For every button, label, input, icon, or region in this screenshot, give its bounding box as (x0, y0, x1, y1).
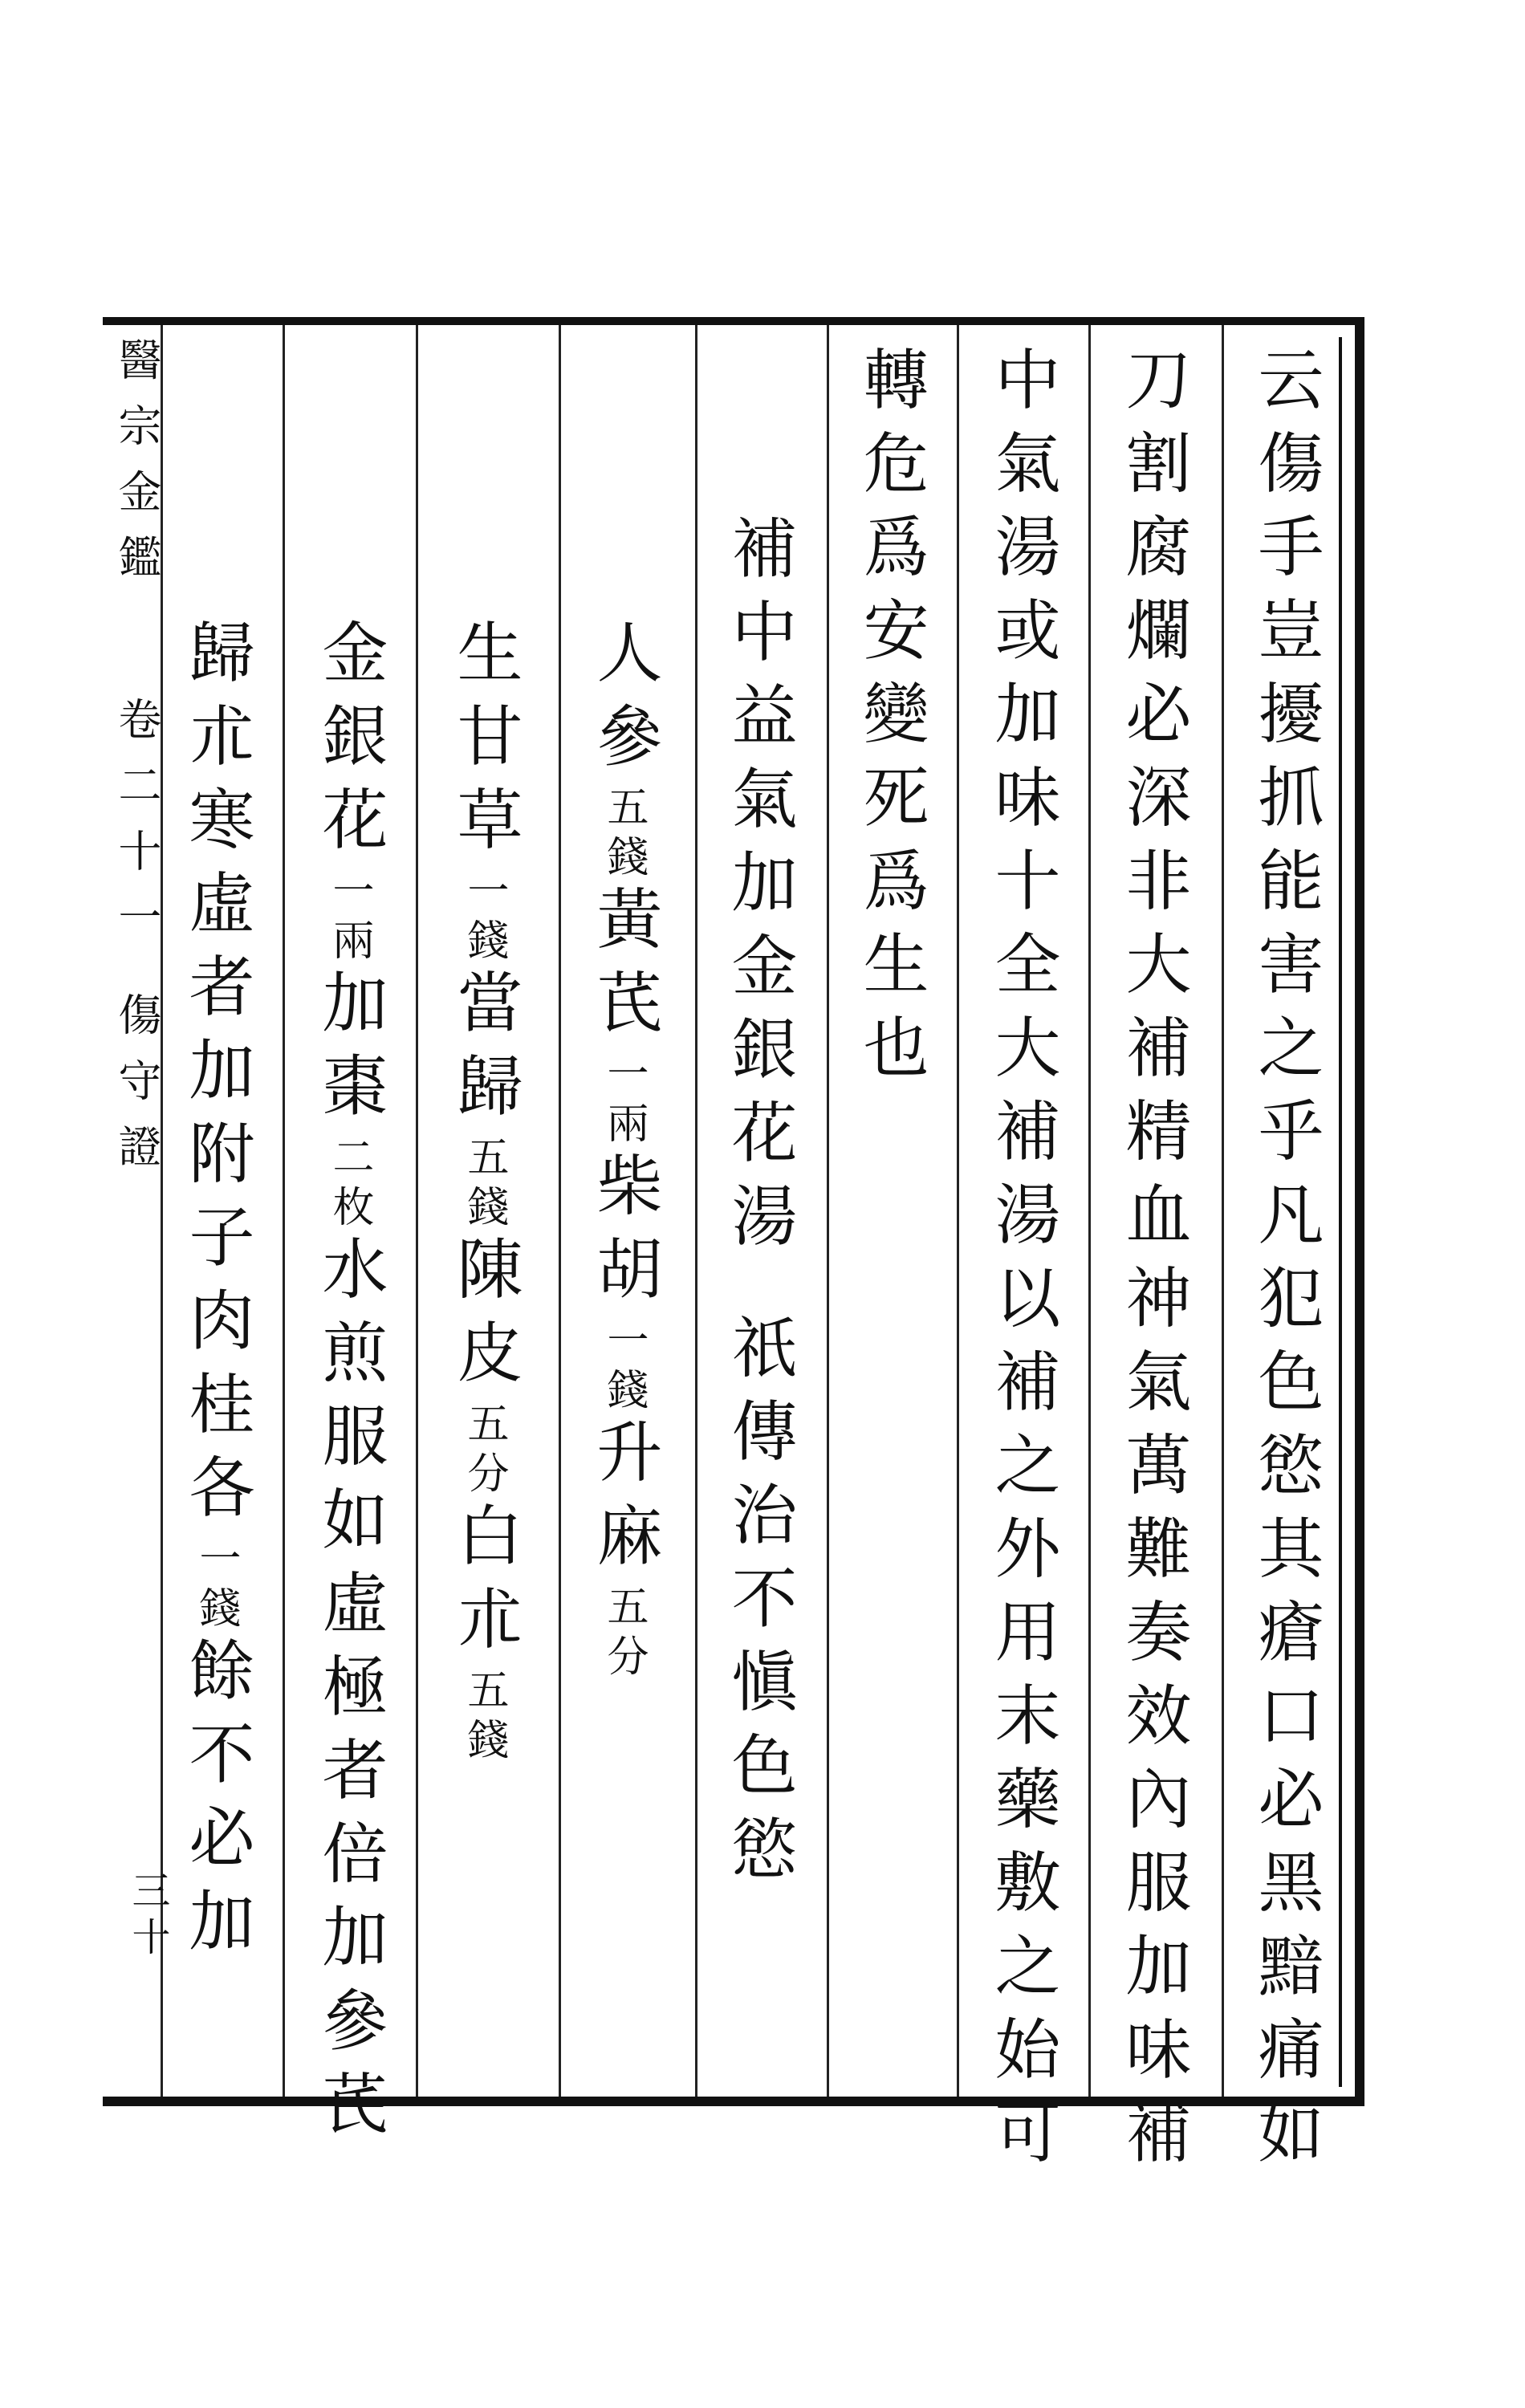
ingredient-line-2 (446, 618, 523, 1767)
book-title: 醫宗金鑑 (112, 337, 162, 600)
dose: 一兩 (325, 868, 373, 968)
dose: 五錢 (600, 785, 648, 885)
instruction: 水煎服如虛極者倍加 (311, 1235, 388, 1986)
column-divider (559, 325, 561, 2097)
herb: 人參 (586, 618, 662, 785)
ingredient-line-4 (178, 618, 254, 1970)
text-column-3: 中氣湯或加味十全大補湯以補之外用末藥敷之始可 (984, 345, 1060, 2182)
frame-right-inner-border (1339, 337, 1342, 2087)
dose: 五分 (600, 1584, 648, 1684)
text-column-2: 刀割腐爛必深非大補精血神氣萬難奏效內服加味補 (1115, 345, 1191, 2182)
dose: 一錢 (600, 1318, 648, 1418)
column-divider (695, 325, 697, 2097)
frame-right-border (1355, 317, 1364, 2106)
dose: 五錢 (460, 1135, 508, 1235)
folio-number: 三十 (125, 1870, 170, 1963)
section-label: 傷守證 (112, 992, 162, 1190)
ingredient-line-1 (586, 618, 662, 1684)
frame-top-border (103, 317, 1363, 325)
formula-name: 補中益氣加金銀花湯 (721, 514, 797, 1265)
herb: 升麻 (586, 1418, 662, 1584)
instruction: 餘不必加 (178, 1636, 254, 1970)
herb: 白朮 (446, 1501, 523, 1668)
dose: 一錢 (192, 1536, 240, 1636)
text-column-1: 云傷手豈擾抓能害之乎凡犯色慾其瘡口必黑黯痛如 (1247, 345, 1324, 2182)
dose: 五錢 (460, 1668, 508, 1767)
column-divider (827, 325, 829, 2097)
ingredient-line-3 (311, 618, 388, 2153)
column-divider (957, 325, 959, 2097)
dose: 二枚 (325, 1135, 373, 1235)
dose: 一錢 (460, 868, 508, 968)
dose: 五分 (460, 1401, 508, 1501)
column-divider (416, 325, 418, 2097)
volume-label: 卷二十一 (112, 697, 162, 960)
column-divider (1088, 325, 1091, 2097)
dose: 一兩 (600, 1051, 648, 1151)
margin-strip (106, 337, 168, 1190)
herb: 黃芪 (586, 885, 662, 1051)
herb: 陳皮 (446, 1235, 523, 1401)
herb: 參芪 (311, 1986, 388, 2153)
herb: 生甘草 (446, 618, 523, 868)
herb: 加棗 (311, 968, 388, 1135)
herb: 當歸 (446, 968, 523, 1135)
formula-column (721, 514, 797, 1898)
instruction: 歸朮寒虛者加附子肉桂各 (178, 618, 254, 1536)
formula-indication: 祇傳治不愼色慾 (721, 1313, 797, 1898)
herb: 柴胡 (586, 1151, 662, 1318)
text-column-4: 轉危爲安變死爲生也 (852, 345, 929, 1096)
herb: 金銀花 (311, 618, 388, 868)
column-divider (1222, 325, 1224, 2097)
column-divider (283, 325, 285, 2097)
